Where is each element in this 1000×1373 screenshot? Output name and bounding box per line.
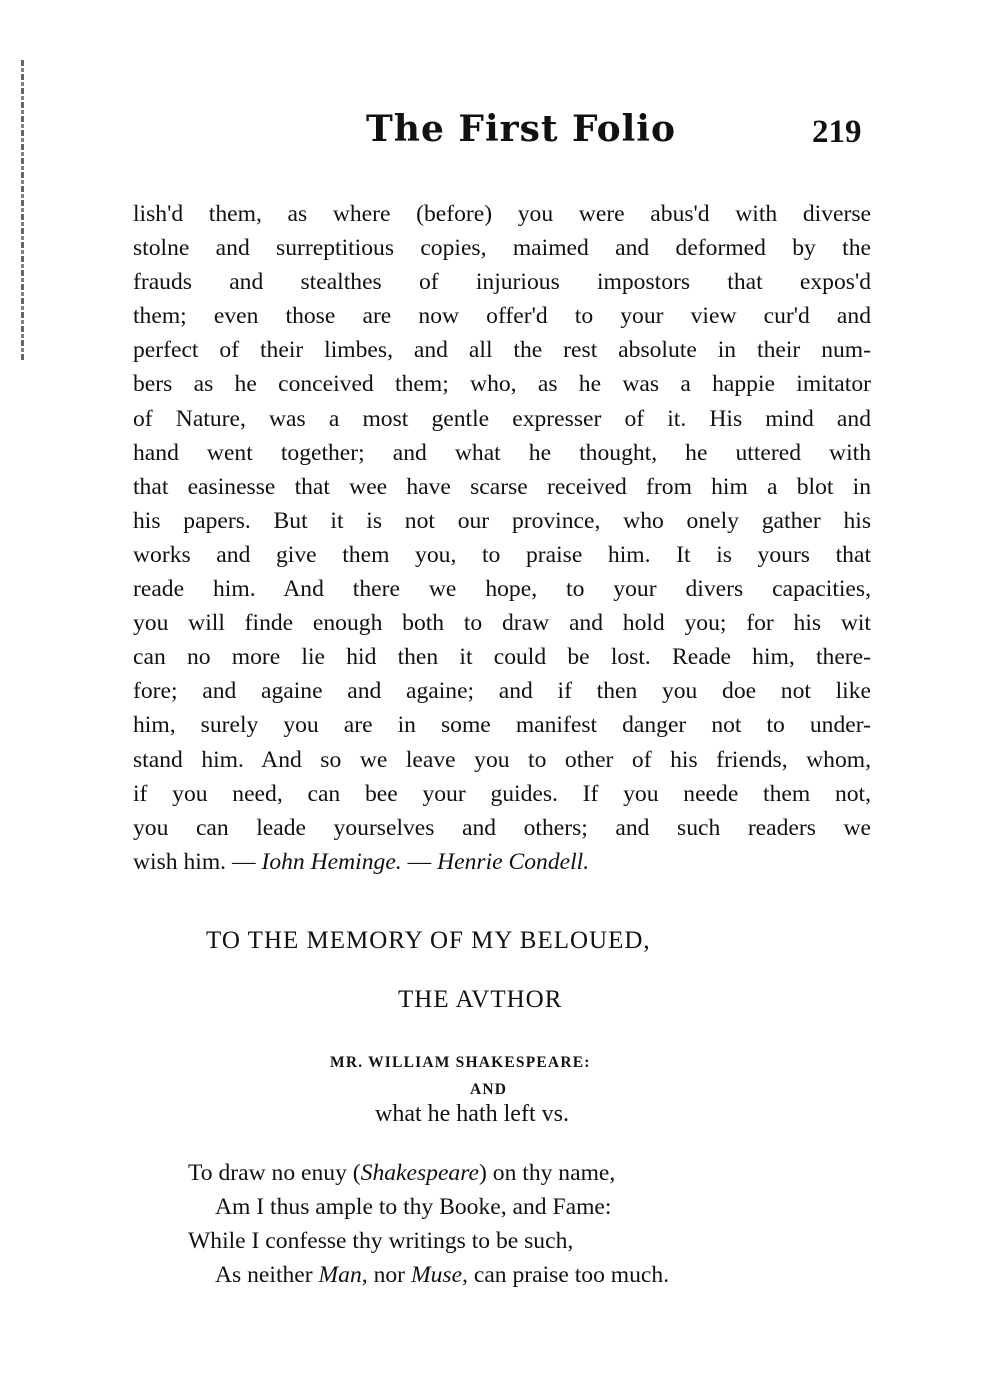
prose-line: stolne and surreptitious copies, maimed and deformed by the: [133, 235, 871, 262]
verse-line-2: Am I thus ample to thy Booke, and Fame:: [215, 1194, 612, 1220]
prose-line: frauds and stealthes of injurious impostors that expos'd: [133, 269, 871, 296]
prose-line: fore; and againe and againe; and if then you doe not like: [133, 678, 871, 705]
prose-line: hand went together; and what he thought, he uttered with: [133, 439, 871, 466]
page-number: 219: [812, 114, 862, 150]
prose-line: his papers. But it is not our province, who onely gather his: [133, 507, 871, 534]
prose-line: them; even those are now offer'd to your view cur'd and: [133, 303, 871, 330]
signature-heminge: Iohn Heminge.: [261, 848, 402, 875]
verse-line-3: While I confesse thy writings to be such,: [188, 1228, 574, 1254]
binding-edge-shadow: [21, 60, 24, 360]
prose-line: you can leade yourselves and others; and such readers we: [133, 814, 871, 841]
prose-line: perfect of their limbes, and all the rest absolute in their num-: [133, 337, 871, 364]
poem-title-line-2: THE AVTHOR: [398, 986, 563, 1013]
prose-line: him, surely you are in some manifest danger not to under-: [133, 712, 871, 739]
prose-line: that easinesse that wee have scarse received from him a blot in: [133, 473, 871, 500]
poem-subject-tagline: what he hath left vs.: [375, 1101, 569, 1127]
prose-line: works and give them you, to praise him. It is yours that: [133, 541, 871, 568]
poem-title-line-1: TO THE MEMORY OF MY BELOUED,: [206, 927, 651, 954]
prose-line: you will finde enough both to draw and hold you; for his wit: [133, 610, 871, 637]
verse-italic: Man,: [318, 1262, 368, 1288]
prose-line: if you need, can bee your guides. If you neede them not,: [133, 780, 871, 807]
verse-line-4: [188, 1258, 828, 1292]
verse-text: can praise too much.: [467, 1262, 670, 1288]
verse-text: nor: [367, 1262, 411, 1288]
verse-italic: Muse,: [410, 1262, 468, 1288]
prose-line: reade him. And there we hope, to your divers capacities,: [133, 576, 871, 603]
prose-paragraph: [133, 197, 871, 879]
verse-italic: Shakespeare: [360, 1160, 480, 1186]
signature-condell: Henrie Condell.: [437, 848, 590, 875]
verse-text: To draw no enuy (: [188, 1160, 361, 1186]
prose-signature-line: [133, 845, 871, 879]
prose-line-lead: wish him. —: [133, 848, 262, 875]
prose-line: can no more lie hid then it could be lost. Reade him, there-: [133, 644, 871, 671]
prose-line: stand him. And so we leave you to other of his friends, whom,: [133, 746, 871, 773]
verse-text: As neither: [215, 1262, 319, 1288]
running-title: The First Folio: [366, 108, 676, 150]
verse-text: ) on thy name,: [479, 1160, 616, 1186]
poem-verse: [188, 1156, 828, 1292]
prose-line: lish'd them, as where (before) you were abus'd with diverse: [133, 201, 871, 227]
prose-line: bers as he conceived them; who, as he was a happie imitator: [133, 371, 871, 398]
verse-line-1: [188, 1156, 828, 1190]
poem-subject-name: MR. WILLIAM SHAKESPEARE:: [330, 1054, 591, 1071]
poem-subject-conjunction: AND: [470, 1081, 508, 1098]
prose-line: of Nature, was a most gentle expresser of it. His mind and: [133, 405, 871, 432]
signature-separator: —: [401, 848, 438, 875]
